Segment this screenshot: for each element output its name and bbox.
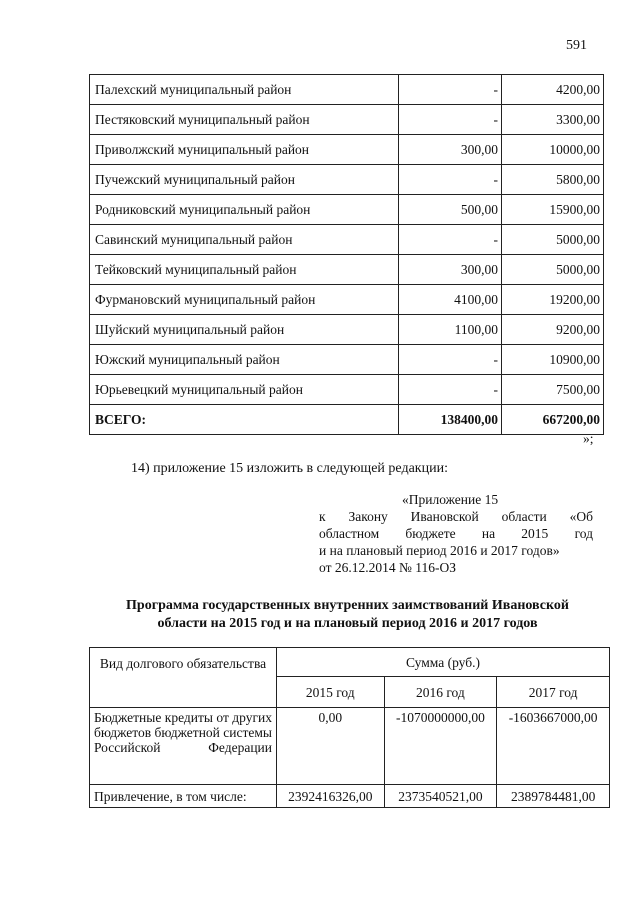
header-year-2016: 2016 год — [384, 677, 497, 708]
value-col-2: 4200,00 — [502, 75, 604, 105]
value-col-2: 3300,00 — [502, 105, 604, 135]
table-row — [90, 105, 604, 135]
value-col-1: 4100,00 — [399, 285, 502, 315]
program-title — [90, 597, 605, 633]
borrowing-program-table — [89, 647, 610, 808]
page-number: 591 — [566, 38, 587, 53]
value-col-1: - — [399, 75, 502, 105]
district-name: Приволжский муниципальный район — [90, 135, 399, 165]
table-row — [90, 375, 604, 405]
district-name: Пучежский муниципальный район — [90, 165, 399, 195]
value-2017: 2389784481,00 — [497, 785, 610, 808]
row-label: Бюджетные кредиты от других бюджетов бюджетной системы Российской Федерации — [90, 708, 277, 785]
header-year-2017: 2017 год — [497, 677, 610, 708]
value-2015: 0,00 — [277, 708, 385, 785]
value-col-1: - — [399, 345, 502, 375]
table-row — [90, 165, 604, 195]
total-value-col-1: 138400,00 — [399, 405, 502, 435]
row-label: Привлечение, в том числе: — [90, 785, 277, 808]
annex-line-1: «Приложение 15 — [402, 492, 499, 507]
value-2016: 2373540521,00 — [384, 785, 497, 808]
district-name: Пестяковский муниципальный район — [90, 105, 399, 135]
district-name: Юрьевецкий муниципальный район — [90, 375, 399, 405]
value-col-2: 19200,00 — [502, 285, 604, 315]
table-row — [90, 708, 610, 785]
value-col-2: 10900,00 — [502, 345, 604, 375]
district-name: Палехский муниципальный район — [90, 75, 399, 105]
district-name: Савинский муниципальный район — [90, 225, 399, 255]
value-col-1: - — [399, 165, 502, 195]
header-sum: Сумма (руб.) — [277, 648, 610, 677]
value-col-1: - — [399, 375, 502, 405]
value-col-1: 300,00 — [399, 135, 502, 165]
value-col-2: 5000,00 — [502, 225, 604, 255]
value-col-1: - — [399, 225, 502, 255]
value-col-1: 500,00 — [399, 195, 502, 225]
annex-line-3: областном бюджете на 2015 год — [319, 526, 593, 541]
district-name: Южский муниципальный район — [90, 345, 399, 375]
value-col-2: 5800,00 — [502, 165, 604, 195]
table-row — [90, 135, 604, 165]
table-row — [90, 195, 604, 225]
table-row — [90, 225, 604, 255]
program-title-line-2: области на 2015 год и на плановый период 2016 и 2017 годов — [157, 616, 538, 631]
table-row — [90, 75, 604, 105]
header-debt-type: Вид долгового обязательства — [90, 648, 277, 708]
item-14-text: 14) приложение 15 изложить в следующей редакции: — [131, 461, 448, 476]
district-name: Фурмановский муниципальный район — [90, 285, 399, 315]
table-row — [90, 315, 604, 345]
total-value-col-2: 667200,00 — [502, 405, 604, 435]
table-row — [90, 255, 604, 285]
program-title-line-1: Программа государственных внутренних заимствований Ивановской — [126, 598, 569, 613]
table-row — [90, 285, 604, 315]
value-2017: -1603667000,00 — [497, 708, 610, 785]
value-2016: -1070000000,00 — [384, 708, 497, 785]
value-col-1: - — [399, 105, 502, 135]
district-name: Родниковский муниципальный район — [90, 195, 399, 225]
header-year-2015: 2015 год — [277, 677, 385, 708]
value-col-2: 15900,00 — [502, 195, 604, 225]
district-name: Тейковский муниципальный район — [90, 255, 399, 285]
annex-line-2: к Закону Ивановской области «Об — [319, 509, 593, 524]
table-row — [90, 345, 604, 375]
total-label: ВСЕГО: — [90, 405, 399, 435]
value-col-2: 9200,00 — [502, 315, 604, 345]
total-row — [90, 405, 604, 435]
annex-line-4: и на плановый период 2016 и 2017 годов» — [319, 543, 560, 558]
value-2015: 2392416326,00 — [277, 785, 385, 808]
annex-line-5: от 26.12.2014 № 116-ОЗ — [319, 560, 456, 575]
table-row — [90, 785, 610, 808]
value-col-1: 300,00 — [399, 255, 502, 285]
value-col-2: 10000,00 — [502, 135, 604, 165]
value-col-2: 5000,00 — [502, 255, 604, 285]
district-name: Шуйский муниципальный район — [90, 315, 399, 345]
districts-table — [89, 74, 604, 435]
value-col-2: 7500,00 — [502, 375, 604, 405]
value-col-1: 1100,00 — [399, 315, 502, 345]
annex-reference — [319, 491, 593, 576]
closing-quote-mark: »; — [583, 431, 594, 446]
